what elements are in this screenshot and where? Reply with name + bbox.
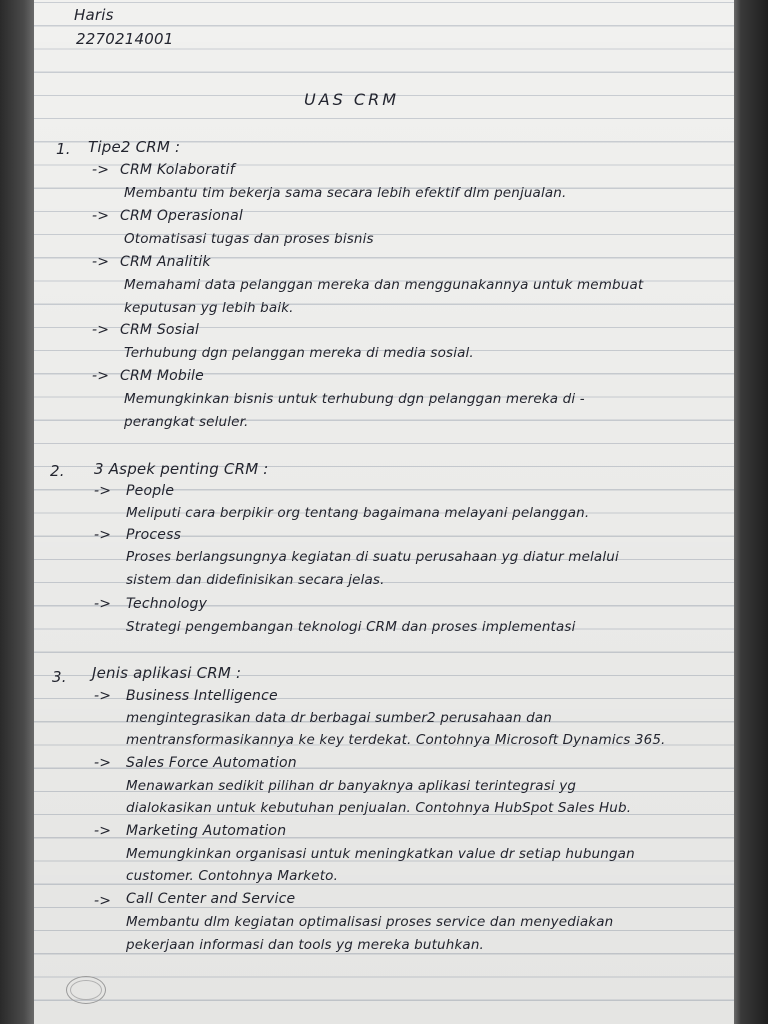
item-label: Call Center and Service (126, 891, 296, 907)
section-heading: 3 Aspek penting CRM : (94, 460, 269, 478)
item-description: perangkat seluler. (124, 414, 249, 430)
arrow-bullet: -> (94, 688, 112, 704)
arrow-bullet: -> (94, 527, 112, 543)
item-description: Memahami data pelanggan mereka dan menggunakannya untuk membuat (124, 277, 644, 293)
item-label: Marketing Automation (126, 823, 287, 839)
arrow-bullet: -> (94, 483, 112, 499)
arrow-bullet: -> (94, 596, 112, 612)
item-label: Sales Force Automation (126, 755, 297, 771)
notebook-page (34, 0, 734, 1024)
item-description: Terhubung dgn pelanggan mereka di media sosial. (124, 345, 474, 361)
item-description: Membantu tim bekerja sama secara lebih efektif dlm penjualan. (124, 185, 567, 201)
item-description: Otomatisasi tugas dan proses bisnis (124, 231, 374, 247)
section-heading: Jenis aplikasi CRM : (92, 664, 242, 682)
item-label: CRM Kolaboratif (120, 162, 235, 178)
section-number: 2. (50, 462, 65, 480)
item-label: Process (126, 527, 182, 543)
item-description: dialokasikan untuk kebutuhan penjualan. Contohnya HubSpot Sales Hub. (126, 800, 632, 816)
item-label: CRM Mobile (120, 368, 204, 384)
item-description: Memungkinkan bisnis untuk terhubung dgn pelanggan mereka di - (124, 391, 585, 407)
item-description: Memungkinkan organisasi untuk meningkatkan value dr setiap hubungan (126, 846, 635, 862)
item-description: pekerjaan informasi dan tools yg mereka butuhkan. (126, 937, 485, 953)
arrow-bullet: -> (92, 208, 110, 224)
item-label: CRM Analitik (120, 254, 211, 270)
page-title: UAS CRM (304, 90, 399, 109)
page-right-shadow (734, 0, 768, 1024)
item-description: keputusan yg lebih baik. (124, 300, 294, 316)
notebook-brand-logo (66, 976, 106, 1004)
arrow-bullet: -> (92, 368, 110, 384)
item-description: Meliputi cara berpikir org tentang bagaimana melayani pelanggan. (126, 505, 590, 521)
student-id: 2270214001 (76, 30, 174, 48)
item-description: mengintegrasikan data dr berbagai sumber2 perusahaan dan (126, 710, 552, 726)
item-description: Menawarkan sedikit pilihan dr banyaknya aplikasi terintegrasi yg (126, 778, 577, 794)
item-label: CRM Operasional (120, 208, 243, 224)
item-description: Membantu dlm kegiatan optimalisasi proses service dan menyediakan (126, 914, 614, 930)
item-description: customer. Contohnya Marketo. (126, 868, 339, 884)
item-label: People (126, 483, 175, 499)
item-description: Strategi pengembangan teknologi CRM dan proses implementasi (126, 619, 576, 635)
section-number: 3. (52, 668, 67, 686)
logo-inner-ring (70, 980, 102, 1000)
item-label: Business Intelligence (126, 688, 278, 704)
arrow-bullet: -> (94, 823, 112, 839)
item-description: Proses berlangsungnya kegiatan di suatu perusahaan yg diatur melalui (126, 549, 619, 565)
item-label: Technology (126, 596, 208, 612)
arrow-bullet: -> (92, 162, 110, 178)
section-heading: Tipe2 CRM : (88, 138, 181, 156)
item-label: CRM Sosial (120, 322, 200, 338)
arrow-bullet: -> (92, 254, 110, 270)
page-left-shadow (0, 0, 34, 1024)
arrow-bullet: -> (94, 755, 112, 771)
arrow-bullet: -> (92, 322, 110, 338)
section-number: 1. (56, 140, 71, 158)
item-description: sistem dan didefinisikan secara jelas. (126, 572, 385, 588)
item-description: mentransformasikannya ke key terdekat. Contohnya Microsoft Dynamics 365. (126, 732, 666, 748)
student-name: Haris (74, 6, 114, 24)
arrow-bullet: -> (94, 893, 112, 909)
